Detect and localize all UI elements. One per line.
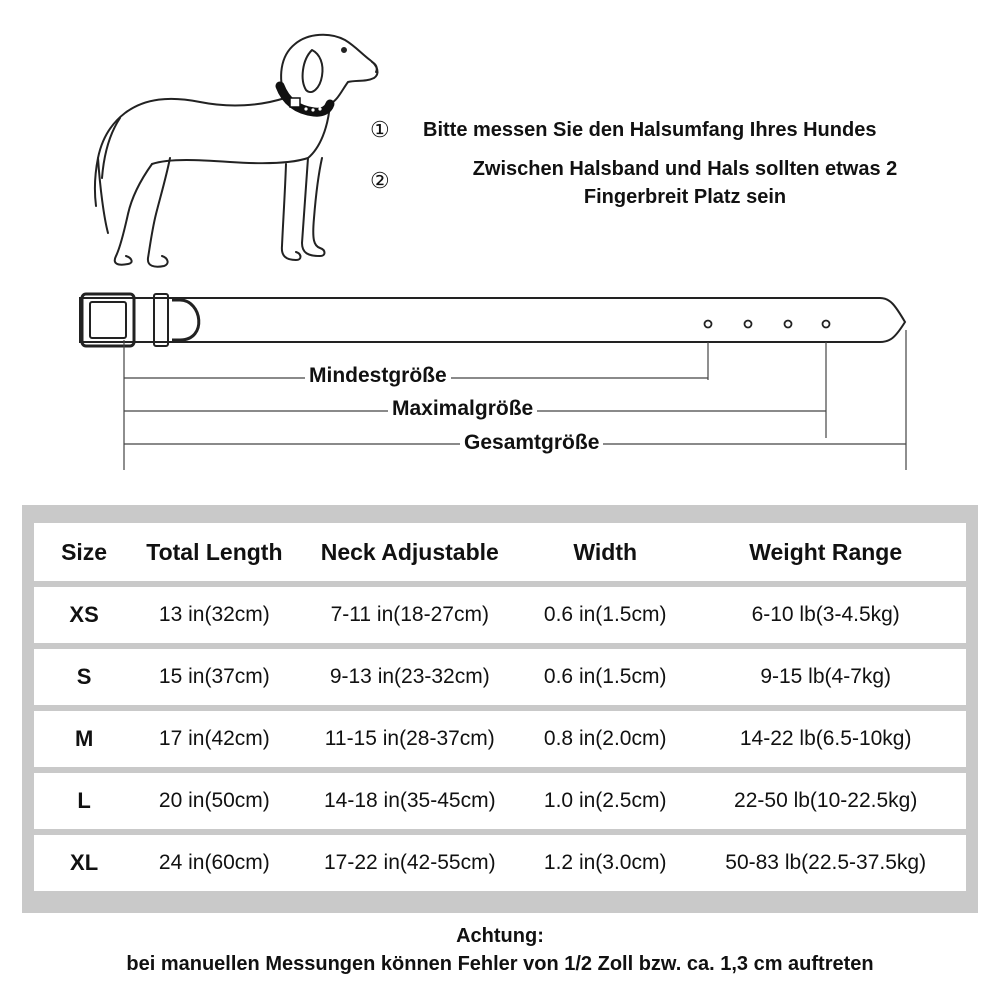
step1-marker: ① bbox=[370, 117, 390, 142]
collar-keeper bbox=[154, 294, 168, 346]
collar-strap bbox=[80, 298, 905, 342]
total-length-cell: 20 in(50cm) bbox=[134, 773, 294, 829]
width-cell: 1.2 in(3.0cm) bbox=[525, 835, 685, 891]
size-cell: S bbox=[34, 649, 134, 705]
total-length-cell: 15 in(37cm) bbox=[134, 649, 294, 705]
step1-text: Bitte messen Sie den Halsumfang Ihres Hundes bbox=[423, 119, 877, 141]
note-text: bei manuellen Messungen können Fehler von 1/2 Zoll bzw. ca. 1,3 cm auftreten bbox=[126, 953, 874, 975]
size-cell: XL bbox=[34, 835, 134, 891]
collar-holes bbox=[705, 321, 830, 328]
weight-range-cell: 6-10 lb(3-4.5kg) bbox=[685, 587, 966, 643]
table-row bbox=[34, 773, 966, 829]
total-length-cell: 17 in(42cm) bbox=[134, 711, 294, 767]
table-row bbox=[34, 835, 966, 891]
header-total-length: Total Length bbox=[134, 523, 294, 581]
width-cell: 0.6 in(1.5cm) bbox=[525, 649, 685, 705]
neck-adjustable-cell: 17-22 in(42-55cm) bbox=[295, 835, 525, 891]
size-table bbox=[34, 517, 966, 897]
size-cell: M bbox=[34, 711, 134, 767]
size-table-frame bbox=[22, 505, 978, 913]
step2-line1: Zwischen Halsband und Hals sollten etwas 2 bbox=[472, 158, 898, 180]
neck-adjustable-cell: 7-11 in(18-27cm) bbox=[295, 587, 525, 643]
step2-marker: ② bbox=[370, 168, 390, 193]
size-cell: XS bbox=[34, 587, 134, 643]
width-cell: 0.6 in(1.5cm) bbox=[525, 587, 685, 643]
neck-adjustable-cell: 11-15 in(28-37cm) bbox=[295, 711, 525, 767]
total-length-cell: 13 in(32cm) bbox=[134, 587, 294, 643]
table-row bbox=[34, 649, 966, 705]
header-size: Size bbox=[34, 523, 134, 581]
total-size-label: Gesamtgröße bbox=[460, 431, 603, 455]
weight-range-cell: 14-22 lb(6.5-10kg) bbox=[685, 711, 966, 767]
note-title: Achtung: bbox=[456, 925, 544, 947]
table-row bbox=[34, 711, 966, 767]
total-length-cell: 24 in(60cm) bbox=[134, 835, 294, 891]
neck-adjustable-cell: 14-18 in(35-45cm) bbox=[295, 773, 525, 829]
max-size-label: Maximalgröße bbox=[388, 397, 537, 421]
min-size-label: Mindestgröße bbox=[305, 364, 451, 388]
header-weight-range: Weight Range bbox=[685, 523, 966, 581]
width-cell: 1.0 in(2.5cm) bbox=[525, 773, 685, 829]
weight-range-cell: 9-15 lb(4-7kg) bbox=[685, 649, 966, 705]
collar-d-ring bbox=[172, 300, 199, 340]
step2-line2: Fingerbreit Platz sein bbox=[583, 186, 787, 208]
weight-range-cell: 22-50 lb(10-22.5kg) bbox=[685, 773, 966, 829]
weight-range-cell: 50-83 lb(22.5-37.5kg) bbox=[685, 835, 966, 891]
table-header-row bbox=[34, 523, 966, 581]
header-neck-adjustable: Neck Adjustable bbox=[295, 523, 525, 581]
width-cell: 0.8 in(2.0cm) bbox=[525, 711, 685, 767]
step2-text bbox=[405, 155, 965, 211]
size-cell: L bbox=[34, 773, 134, 829]
header-width: Width bbox=[525, 523, 685, 581]
table-row bbox=[34, 587, 966, 643]
neck-adjustable-cell: 9-13 in(23-32cm) bbox=[295, 649, 525, 705]
dog-illustration bbox=[90, 18, 390, 273]
